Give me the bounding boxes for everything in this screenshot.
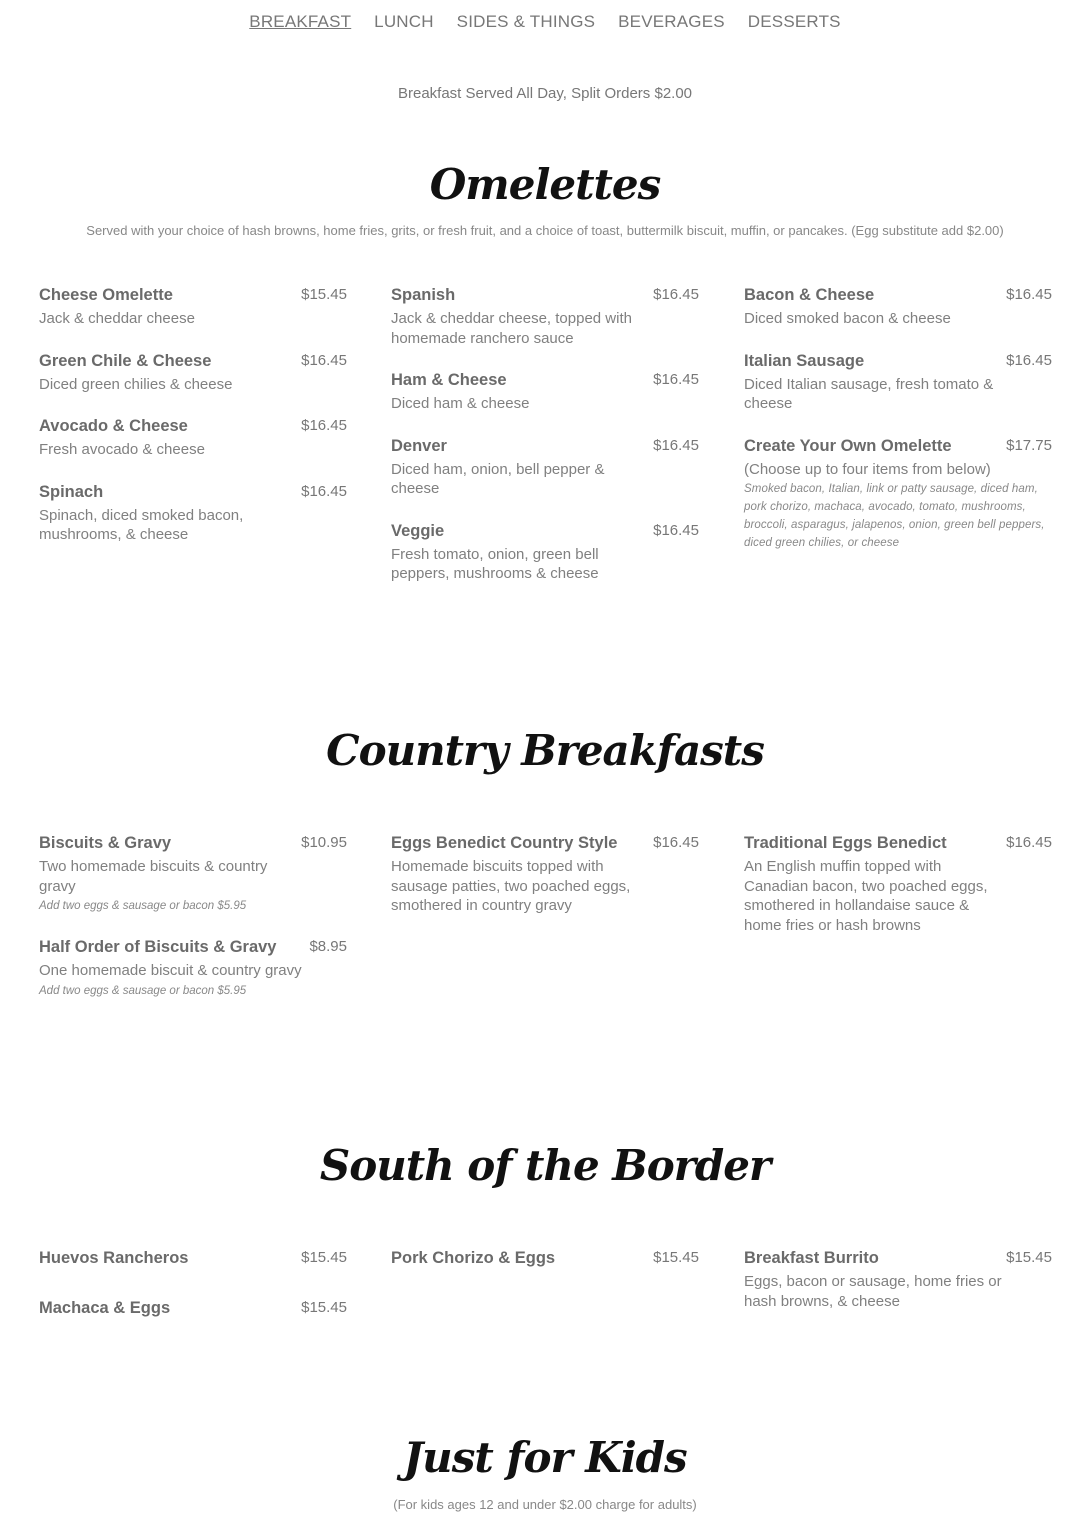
item-name: Bacon & Cheese	[744, 286, 875, 304]
item-description: Homemade biscuits topped with sausage patties, two poached eggs, smothered in country gravy	[391, 858, 631, 914]
section-title-country-breakfasts: Country Breakfasts	[326, 726, 764, 775]
item-name: Biscuits & Gravy	[39, 834, 172, 852]
menu-category-nav	[0, 12, 1090, 32]
section-subtitle-omelettes: Served with your choice of hash browns, home fries, grits, or fresh fruit, and a choice of toast, buttermilk biscuit, muffin, or pancakes. (Egg substitute add $2.00)	[86, 223, 1004, 238]
item-price: $17.75	[1006, 436, 1052, 454]
item-name: Avocado & Cheese	[39, 417, 188, 435]
item-description: Diced ham & cheese	[391, 395, 530, 412]
item-description: An English muffin topped with Canadian bacon, two poached eggs, smothered in hollandaise sauce & home fries or hash browns	[744, 858, 988, 934]
menu-item	[744, 436, 1052, 553]
menu-item	[39, 416, 347, 460]
menu-item	[39, 351, 347, 395]
item-price: $16.45	[653, 834, 699, 851]
item-name: Cheese Omelette	[39, 286, 173, 304]
omelettes-column-1	[39, 285, 347, 567]
item-price: $16.45	[301, 417, 347, 434]
item-description: Jack & cheddar cheese	[39, 310, 195, 327]
item-note: Smoked bacon, Italian, link or patty sausage, diced ham, pork chorizo, machaca, avocado, tomato, mushrooms, broccoli, asparagus, jalapenos, onion, green bell peppers, diced green chilies, or cheese	[744, 483, 1045, 549]
item-price: $16.45	[1006, 834, 1052, 851]
item-description: Two homemade biscuits & country gravy	[39, 858, 268, 895]
menu-item	[39, 482, 347, 545]
item-price: $15.45	[301, 1299, 347, 1316]
item-price: $16.45	[653, 371, 699, 388]
item-name: Create Your Own Omelette	[744, 436, 952, 455]
item-description: Fresh avocado & cheese	[39, 441, 205, 458]
south-column-1	[39, 1248, 347, 1340]
item-name: Traditional Eggs Benedict	[744, 834, 947, 852]
menu-item	[39, 833, 347, 915]
item-description: Spinach, diced smoked bacon, mushrooms, & cheese	[39, 506, 244, 543]
menu-item	[39, 937, 347, 1000]
item-name: Green Chile & Cheese	[39, 351, 212, 370]
menu-item	[744, 285, 1052, 329]
item-price: $10.95	[301, 834, 347, 851]
menu-item	[391, 833, 699, 916]
menu-item	[744, 351, 1052, 414]
item-price: $15.45	[301, 1249, 347, 1266]
item-description: Diced Italian sausage, fresh tomato & cheese	[744, 375, 994, 412]
item-description: Diced ham, onion, bell pepper & cheese	[391, 460, 605, 497]
item-price: $16.45	[1006, 351, 1052, 369]
section-title-just-for-kids: Just for Kids	[403, 1433, 687, 1482]
item-name: Italian Sausage	[744, 351, 865, 370]
nav-desserts[interactable]: DESSERTS	[747, 12, 841, 31]
item-price: $16.45	[301, 482, 347, 500]
item-price: $16.45	[653, 436, 699, 454]
menu-item	[391, 436, 699, 499]
country-column-2	[391, 833, 699, 938]
item-description: Jack & cheddar cheese, topped with homemade ranchero sauce	[391, 310, 632, 347]
item-name: Huevos Rancheros	[39, 1249, 189, 1267]
section-title-omelettes: Omelettes	[429, 160, 661, 209]
item-price: $16.45	[653, 521, 699, 539]
item-name: Half Order of Biscuits & Gravy	[39, 938, 277, 956]
item-name: Ham & Cheese	[391, 371, 507, 389]
nav-sides-things[interactable]: SIDES & THINGS	[456, 12, 596, 31]
menu-item	[744, 1248, 1052, 1311]
menu-item	[39, 285, 347, 329]
item-description: Fresh tomato, onion, green bell peppers, mushrooms & cheese	[391, 545, 599, 582]
item-price: $8.95	[309, 938, 347, 955]
menu-item	[39, 1248, 347, 1268]
item-name: Breakfast Burrito	[744, 1249, 879, 1267]
country-column-3	[744, 833, 1052, 957]
item-name: Denver	[391, 436, 447, 455]
item-name: Spanish	[391, 286, 456, 304]
menu-item	[391, 285, 699, 348]
item-description: (Choose up to four items from below)	[744, 460, 991, 478]
item-price: $16.45	[653, 286, 699, 303]
breakfast-notice: Breakfast Served All Day, Split Orders $2.00	[397, 85, 693, 102]
item-name: Spinach	[39, 482, 104, 501]
item-note: Add two eggs & sausage or bacon $5.95	[39, 984, 247, 997]
nav-breakfast[interactable]: BREAKFAST	[249, 12, 352, 31]
item-name: Pork Chorizo & Eggs	[391, 1249, 556, 1267]
item-price: $16.45	[301, 351, 347, 369]
item-price: $15.45	[301, 286, 347, 303]
south-column-3	[744, 1248, 1052, 1333]
nav-lunch[interactable]: LUNCH	[374, 12, 434, 31]
menu-item	[391, 1248, 699, 1268]
item-name: Machaca & Eggs	[39, 1299, 171, 1317]
section-title-south-of-the-border: South of the Border	[319, 1141, 771, 1190]
item-description: Diced green chilies & cheese	[39, 375, 233, 393]
item-price: $16.45	[1006, 286, 1052, 303]
section-subtitle-just-for-kids: (For kids ages 12 and under $2.00 charge for adults)	[393, 1497, 697, 1512]
item-description: Diced smoked bacon & cheese	[744, 310, 951, 327]
menu-item	[391, 521, 699, 584]
item-name: Veggie	[391, 521, 445, 540]
item-description: One homemade biscuit & country gravy	[39, 962, 302, 979]
item-description: Eggs, bacon or sausage, home fries or hash browns, & cheese	[744, 1273, 1002, 1310]
omelettes-column-2	[391, 285, 699, 606]
item-price: $15.45	[653, 1249, 699, 1266]
item-note: Add two eggs & sausage or bacon $5.95	[39, 900, 247, 912]
item-name: Eggs Benedict Country Style	[391, 834, 618, 852]
omelettes-column-3	[744, 285, 1052, 574]
nav-beverages[interactable]: BEVERAGES	[618, 12, 725, 31]
menu-item	[39, 1298, 347, 1318]
south-column-2	[391, 1248, 699, 1290]
menu-item	[391, 370, 699, 414]
item-price: $15.45	[1006, 1249, 1052, 1266]
country-column-1	[39, 833, 347, 1022]
menu-item	[744, 833, 1052, 935]
